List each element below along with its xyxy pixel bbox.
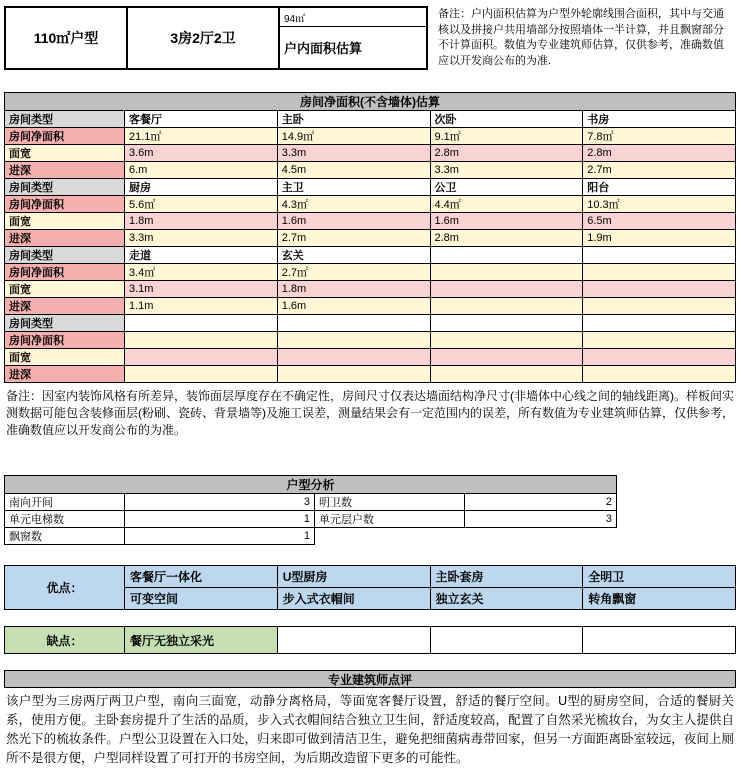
- room-cell: 9.1㎡: [430, 128, 583, 145]
- review-title: 专业建筑师点评: [4, 670, 736, 688]
- room-cell: [430, 366, 583, 383]
- room-cell: 3.3m: [430, 162, 583, 179]
- pros-item: 步入式衣帽间: [277, 588, 430, 610]
- unit-layout-cell: 3房2厅2卫: [126, 6, 280, 70]
- row-label: 进深: [5, 162, 125, 179]
- room-table-row: [5, 332, 736, 349]
- room-cell: 3.3m: [277, 145, 430, 162]
- room-cell: [430, 315, 583, 332]
- room-cell: 走道: [125, 247, 278, 264]
- analysis-row: [5, 511, 617, 528]
- room-cell: 4.3㎡: [277, 196, 430, 213]
- analysis-label: 飘窗数: [5, 528, 125, 545]
- room-cell: 2.7㎡: [277, 264, 430, 281]
- room-table-row: [5, 366, 736, 383]
- pros-item: 可变空间: [125, 588, 278, 610]
- analysis-value: 2: [465, 494, 617, 511]
- room-cell: 3.6m: [125, 145, 278, 162]
- room-cell: 6.5m: [583, 213, 736, 230]
- room-cell: [430, 281, 583, 298]
- row-label: 面宽: [5, 213, 125, 230]
- room-table-title: 房间净面积(不含墙体)估算: [5, 93, 736, 111]
- room-cell: [430, 349, 583, 366]
- room-cell: [430, 298, 583, 315]
- pros-item: U型厨房: [277, 566, 430, 588]
- room-cell: 3.1m: [125, 281, 278, 298]
- room-cell: [430, 264, 583, 281]
- room-cell: 3.4㎡: [125, 264, 278, 281]
- analysis-label: 单元电梯数: [5, 511, 125, 528]
- row-label: 面宽: [5, 349, 125, 366]
- room-cell: 6.m: [125, 162, 278, 179]
- cons-table: [4, 626, 736, 654]
- pros-item: 全明卫: [583, 566, 736, 588]
- room-cell: 2.7m: [277, 230, 430, 247]
- row-label: 进深: [5, 298, 125, 315]
- pros-item: 主卧套房: [430, 566, 583, 588]
- room-cell: 1.6m: [277, 213, 430, 230]
- row-label: 房间类型: [5, 111, 125, 128]
- row-label: 房间类型: [5, 247, 125, 264]
- room-cell: [430, 247, 583, 264]
- room-cell: [125, 315, 278, 332]
- room-cell: [583, 332, 736, 349]
- room-cell: [583, 298, 736, 315]
- row-label: 房间净面积: [5, 332, 125, 349]
- review-section: [4, 670, 736, 768]
- room-table-row: [5, 247, 736, 264]
- room-cell: 14.9㎡: [277, 128, 430, 145]
- pros-item: 转角飘窗: [583, 588, 736, 610]
- analysis-label: 南向开间: [5, 494, 125, 511]
- room-cell: 2.8m: [583, 145, 736, 162]
- room-cell: [125, 332, 278, 349]
- cons-item: [430, 627, 583, 654]
- cons-item: [583, 627, 736, 654]
- analysis-row: [5, 494, 617, 511]
- room-cell: [277, 349, 430, 366]
- review-text: 该户型为三房两厅两卫户型，南向三面宽，动静分离格局，等面宽客餐厅设置，舒适的餐厅空间。U型的厨房空间，合适的餐厨关系，使用方便。主卧套房提升了生活的品质，步入式衣帽间结合独立卫生间，舒适度较高，配置了自然采光梳妆台，为女主人提供自然光下的梳妆条件。户型公卫设置在入口处，归来即可做到清洁卫生，避免把细菌病毒带回家，但另一方面距离卧室较远，夜间上厕所不是很方便，户型同样设置了可打开的书房空间，为后期改造留下更多的可能性。: [6, 694, 734, 765]
- room-cell: [277, 366, 430, 383]
- indoor-area-value: 94㎡: [280, 8, 426, 27]
- room-table-row: [5, 162, 736, 179]
- room-cell: 玄关: [277, 247, 430, 264]
- cons-item: [277, 627, 430, 654]
- room-cell: 书房: [583, 111, 736, 128]
- room-cell: 2.8m: [430, 145, 583, 162]
- row-label: 面宽: [5, 281, 125, 298]
- analysis-value: 1: [125, 511, 315, 528]
- top-header: [4, 6, 736, 70]
- room-table-footnote: 备注：因室内装饰风格有所差异，装饰面层厚度存在不确定性，房间尺寸仅表达墙面结构净尺寸(非墙体中心线之间的轴线距离)。样板间实测数据可能包含装修面层(粉刷、瓷砖、背景墙等)及施工误差，测量结果会有一定范围内的误差，所有数值为专业建筑师估算，仅供参考，准确数值应以开发商公布的为准。: [6, 389, 734, 437]
- room-cell: 7.8㎡: [583, 128, 736, 145]
- row-label: 房间净面积: [5, 128, 125, 145]
- row-label: 房间净面积: [5, 196, 125, 213]
- cons-item: 餐厅无独立采光: [125, 627, 278, 654]
- room-cell: 1.9m: [583, 230, 736, 247]
- room-cell: 1.8m: [277, 281, 430, 298]
- analysis-label: 单元层户数: [315, 511, 465, 528]
- row-label: 进深: [5, 230, 125, 247]
- row-label: 进深: [5, 366, 125, 383]
- unit-analysis-table: [4, 475, 617, 545]
- pros-item: 客餐厅一体化: [125, 566, 278, 588]
- room-cell: [583, 315, 736, 332]
- room-cell: 次卧: [430, 111, 583, 128]
- room-table-row: [5, 128, 736, 145]
- room-cell: [583, 281, 736, 298]
- room-area-table: [4, 92, 736, 383]
- room-cell: 21.1㎡: [125, 128, 278, 145]
- room-cell: [583, 349, 736, 366]
- analysis-value: 1: [125, 528, 315, 545]
- pros-row: [5, 566, 736, 588]
- indoor-area-cell: [278, 6, 428, 70]
- room-cell: 厨房: [125, 179, 278, 196]
- analysis-title: 户型分析: [5, 476, 617, 494]
- room-cell: 公卫: [430, 179, 583, 196]
- row-label: 面宽: [5, 145, 125, 162]
- analysis-value: 3: [125, 494, 315, 511]
- room-cell: 2.7m: [583, 162, 736, 179]
- room-cell: 客餐厅: [125, 111, 278, 128]
- analysis-header-row: [5, 476, 617, 494]
- room-table-row: [5, 230, 736, 247]
- room-cell: [125, 366, 278, 383]
- room-cell: [583, 247, 736, 264]
- room-table-row: [5, 111, 736, 128]
- row-label: 房间类型: [5, 315, 125, 332]
- room-table-row: [5, 196, 736, 213]
- pros-section-label: 优点：: [5, 566, 125, 610]
- room-cell: 1.8m: [125, 213, 278, 230]
- indoor-area-label: 户内面积估算: [284, 41, 363, 56]
- room-table-row: [5, 281, 736, 298]
- room-cell: 2.8m: [430, 230, 583, 247]
- room-cell: [583, 366, 736, 383]
- analysis-label: 明卫数: [315, 494, 465, 511]
- room-cell: [277, 315, 430, 332]
- room-cell: 1.1m: [125, 298, 278, 315]
- unit-size-cell: 110㎡户型: [4, 6, 128, 70]
- room-cell: 4.4㎡: [430, 196, 583, 213]
- row-label: 房间类型: [5, 179, 125, 196]
- analysis-value: 3: [465, 511, 617, 528]
- room-cell: 10.3㎡: [583, 196, 736, 213]
- room-cell: 5.6㎡: [125, 196, 278, 213]
- room-cell: 主卫: [277, 179, 430, 196]
- room-cell: [277, 332, 430, 349]
- room-cell: [583, 264, 736, 281]
- room-cell: 阳台: [583, 179, 736, 196]
- cons-row: [5, 627, 736, 654]
- analysis-value: [465, 528, 617, 545]
- cons-section-label: 缺点：: [5, 627, 125, 654]
- room-cell: [125, 349, 278, 366]
- room-table-row: [5, 213, 736, 230]
- room-cell: 3.3m: [125, 230, 278, 247]
- room-table-row: [5, 264, 736, 281]
- room-cell: 1.6m: [430, 213, 583, 230]
- room-cell: 1.6m: [277, 298, 430, 315]
- room-cell: 主卧: [277, 111, 430, 128]
- row-label: 房间净面积: [5, 264, 125, 281]
- room-table-row: [5, 349, 736, 366]
- analysis-row: [5, 528, 617, 545]
- room-table-row: [5, 145, 736, 162]
- room-table-row: [5, 315, 736, 332]
- room-cell: 4.5m: [277, 162, 430, 179]
- pros-item: 独立玄关: [430, 588, 583, 610]
- room-table-row: [5, 179, 736, 196]
- pros-table: [4, 565, 736, 610]
- room-table-row: [5, 298, 736, 315]
- room-table-header-row: [5, 93, 736, 111]
- header-note: 备注：户内面积估算为户型外轮廓线围合面积，其中与交通核以及拼接户共用墙部分按照墙体一半计算，并且飘窗部分不计算面积。数值为专业建筑师估算，仅供参考，准确数值应以开发商公布的为准.: [438, 8, 724, 67]
- room-cell: [430, 332, 583, 349]
- analysis-label: [315, 528, 465, 545]
